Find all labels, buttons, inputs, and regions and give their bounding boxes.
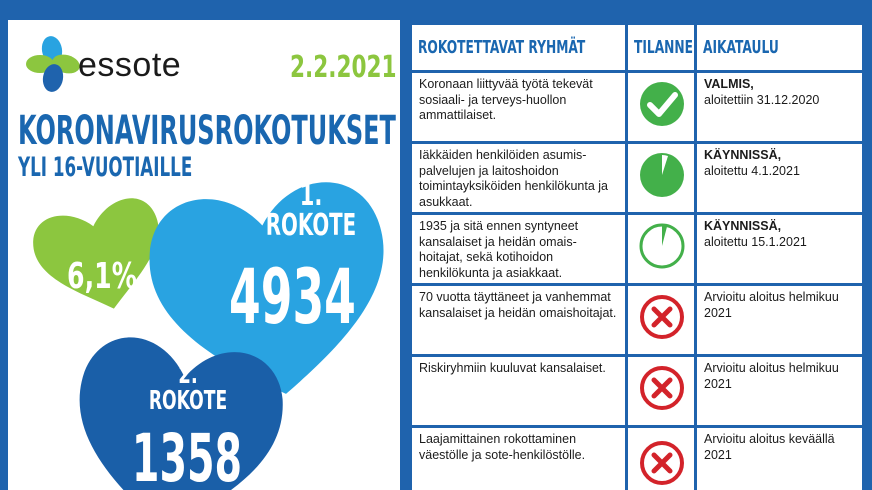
stats-panel	[8, 20, 400, 490]
group-text: Iäkkäiden henkilöiden asumis-palvelujen ja laitoshoidon toimintayksiköiden henkilökunta ja asukkaat.	[419, 148, 608, 209]
dose2-label: ROKOTE	[148, 386, 228, 416]
table-row-schedule	[697, 144, 862, 212]
table-row-group	[412, 144, 625, 212]
header-schedule-label: AIKATAULU	[703, 37, 779, 58]
page-title: KORONAVIRUSROKOTUKSET	[18, 108, 396, 154]
header-status	[628, 25, 694, 70]
coverage-percent: 6,1%	[67, 256, 137, 297]
table-row-status	[628, 73, 694, 141]
cross-icon	[639, 440, 685, 486]
dose1-value: 4934	[229, 252, 356, 341]
table-row-group	[412, 215, 625, 283]
group-text: Laajamittainen rokottaminen väestölle ja sote-henkilöstölle.	[419, 432, 586, 462]
table-row-group	[412, 428, 625, 490]
status-rest: aloitettu 4.1.2021	[704, 163, 800, 178]
table-row-status	[628, 428, 694, 490]
status-rest: Arvioitu aloitus helmikuu 2021	[704, 361, 839, 391]
header-status-label: TILANNE	[634, 37, 694, 58]
header-groups-label: ROKOTETTAVAT RYHMÄT	[418, 37, 586, 58]
dose2-number: 2.	[178, 360, 198, 390]
logo-text: essote	[78, 46, 182, 84]
table-row-group	[412, 357, 625, 425]
table-row-group	[412, 73, 625, 141]
schedule-table	[407, 20, 872, 490]
table-row-schedule	[697, 357, 862, 425]
group-text: Riskiryhmiin kuuluvat kansalaiset.	[419, 361, 606, 375]
cross-icon	[639, 294, 685, 340]
dose1-number: 1.	[299, 178, 323, 213]
table-row-status	[628, 144, 694, 212]
table-row-status	[628, 357, 694, 425]
table-row-schedule	[697, 286, 862, 354]
progress-clock-icon	[639, 223, 685, 269]
group-text: 70 vuotta täyttäneet ja vanhemmat kansalaiset ja heidän omaishoitajat.	[419, 290, 617, 320]
status-rest: Arvioitu aloitus keväällä 2021	[704, 432, 835, 462]
dose1-label: ROKOTE	[265, 208, 357, 243]
status-strong: VALMIS,	[704, 77, 754, 91]
table-row-schedule	[697, 215, 862, 283]
status-strong: KÄYNNISSÄ,	[704, 148, 782, 162]
check-icon	[639, 81, 685, 127]
group-text: 1935 ja sitä ennen syntyneet kansalaiset ja heidän omais-hoitajat, sekä kotihoidon henkilökunta ja asiakkaat.	[419, 219, 579, 280]
status-rest: aloitettiin 31.12.2020	[704, 92, 820, 107]
table-row-group	[412, 286, 625, 354]
table-row-schedule	[697, 73, 862, 141]
date: 2.2.2021	[290, 50, 397, 85]
header-schedule	[697, 25, 862, 70]
dose2-value: 1358	[131, 420, 243, 490]
page-subtitle: YLI 16-VUOTIAILLE	[18, 152, 193, 183]
status-rest: aloitettu 15.1.2021	[704, 234, 807, 249]
status-rest: Arvioitu aloitus helmikuu 2021	[704, 290, 839, 320]
header-groups	[412, 25, 625, 70]
cross-icon	[639, 365, 685, 411]
table-row-schedule	[697, 428, 862, 490]
status-strong: KÄYNNISSÄ,	[704, 219, 782, 233]
table-row-status	[628, 286, 694, 354]
group-text: Koronaan liittyvää työtä tekevät sosiaali- ja terveys-huollon ammattilaiset.	[419, 77, 593, 122]
table-row-status	[628, 215, 694, 283]
progress-clock-icon	[639, 152, 685, 198]
